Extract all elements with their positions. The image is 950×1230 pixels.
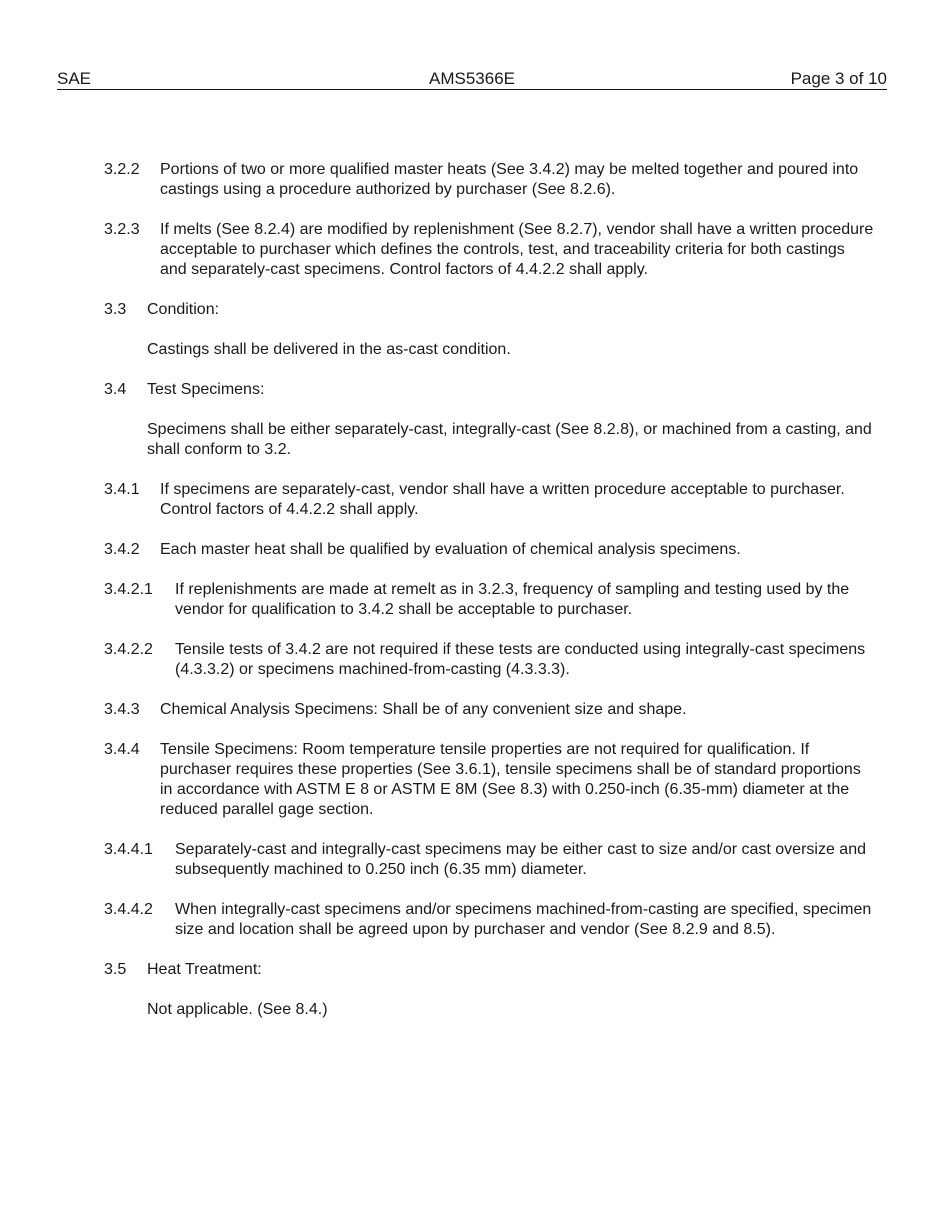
section-number: 3.3: [104, 301, 127, 318]
section-3-3-heading: [104, 300, 874, 320]
section-3-2-2: [104, 160, 874, 200]
section-text: Specimens shall be either separately-cast, integrally-cast (See 8.2.8), or machined from a casting, and shall conform to 3.2.: [147, 421, 872, 458]
header-doc-number: AMS5366E: [429, 69, 515, 88]
section-number: 3.2.2: [104, 161, 140, 178]
section-text: Each master heat shall be qualified by evaluation of chemical analysis specimens.: [160, 541, 741, 558]
section-3-4-2-2: [104, 640, 874, 680]
section-number: 3.4.2: [104, 541, 140, 558]
section-number: 3.4.4.1: [104, 841, 153, 858]
section-number: 3.4.2.1: [104, 581, 153, 598]
section-number: 3.2.3: [104, 221, 140, 238]
section-3-4-4-1: [104, 840, 874, 880]
section-heading: Heat Treatment:: [147, 961, 262, 978]
section-text: Tensile Specimens: Room temperature tensile properties are not required for qualification. If purchaser requires these properties (See 3.6.1), tensile specimens shall be of standard proportions in accordance with ASTM E 8 or ASTM E 8M (See 8.3) with 0.250-inch (6.35-mm) diameter at the reduced parallel gage section.: [160, 741, 861, 818]
section-number: 3.5: [104, 961, 127, 978]
section-3-4-1: [104, 480, 874, 520]
section-3-4-body: [104, 420, 874, 460]
section-3-5-body: [104, 1000, 874, 1020]
section-number: 3.4: [104, 381, 127, 398]
section-3-2-3: [104, 220, 874, 280]
section-text: Chemical Analysis Specimens: Shall be of any convenient size and shape.: [160, 701, 687, 718]
page-header: [57, 68, 887, 90]
section-number: 3.4.2.2: [104, 641, 153, 658]
section-number: 3.4.1: [104, 481, 140, 498]
section-text: If melts (See 8.2.4) are modified by replenishment (See 8.2.7), vendor shall have a written procedure acceptable to purchaser which defines the controls, test, and traceability criteria for both castings and separately-cast specimens. Control factors of 4.4.2.2 shall apply.: [160, 221, 874, 278]
section-number: 3.4.4.2: [104, 901, 153, 918]
section-3-4-4-2: [104, 900, 874, 940]
header-page-number: Page 3 of 10: [790, 69, 887, 88]
section-text: Separately-cast and integrally-cast specimens may be either cast to size and/or cast oversize and subsequently machined to 0.250 inch (6.35 mm) diameter.: [175, 841, 866, 878]
section-3-4-4: [104, 740, 874, 820]
section-3-3-body: [104, 340, 874, 360]
section-text: If replenishments are made at remelt as in 3.2.3, frequency of sampling and testing used by the vendor for qualification to 3.4.2 shall be acceptable to purchaser.: [175, 581, 850, 618]
section-text: If specimens are separately-cast, vendor shall have a written procedure acceptable to purchaser. Control factors of 4.4.2.2 shall apply.: [160, 481, 845, 518]
section-3-5-heading: [104, 960, 874, 980]
section-heading: Condition:: [147, 301, 220, 318]
section-3-4-2-1: [104, 580, 874, 620]
section-text: When integrally-cast specimens and/or specimens machined-from-casting are specified, specimen size and location shall be agreed upon by purchaser and vendor (See 8.2.9 and 8.5).: [175, 901, 872, 938]
section-text: Tensile tests of 3.4.2 are not required if these tests are conducted using integrally-cast specimens (4.3.3.2) or specimens machined-from-casting (4.3.3.3).: [175, 641, 866, 678]
section-heading: Test Specimens:: [147, 381, 265, 398]
section-3-4-heading: [104, 380, 874, 400]
section-text: Castings shall be delivered in the as-cast condition.: [147, 341, 511, 358]
header-org: SAE: [57, 69, 92, 88]
section-number: 3.4.4: [104, 741, 140, 758]
section-number: 3.4.3: [104, 701, 140, 718]
section-text: Portions of two or more qualified master heats (See 3.4.2) may be melted together and poured into castings using a procedure authorized by purchaser (See 8.2.6).: [160, 161, 859, 198]
section-3-4-3: [104, 700, 874, 720]
section-text: Not applicable. (See 8.4.): [147, 1001, 328, 1018]
section-3-4-2: [104, 540, 874, 560]
document-body: [104, 160, 874, 1040]
